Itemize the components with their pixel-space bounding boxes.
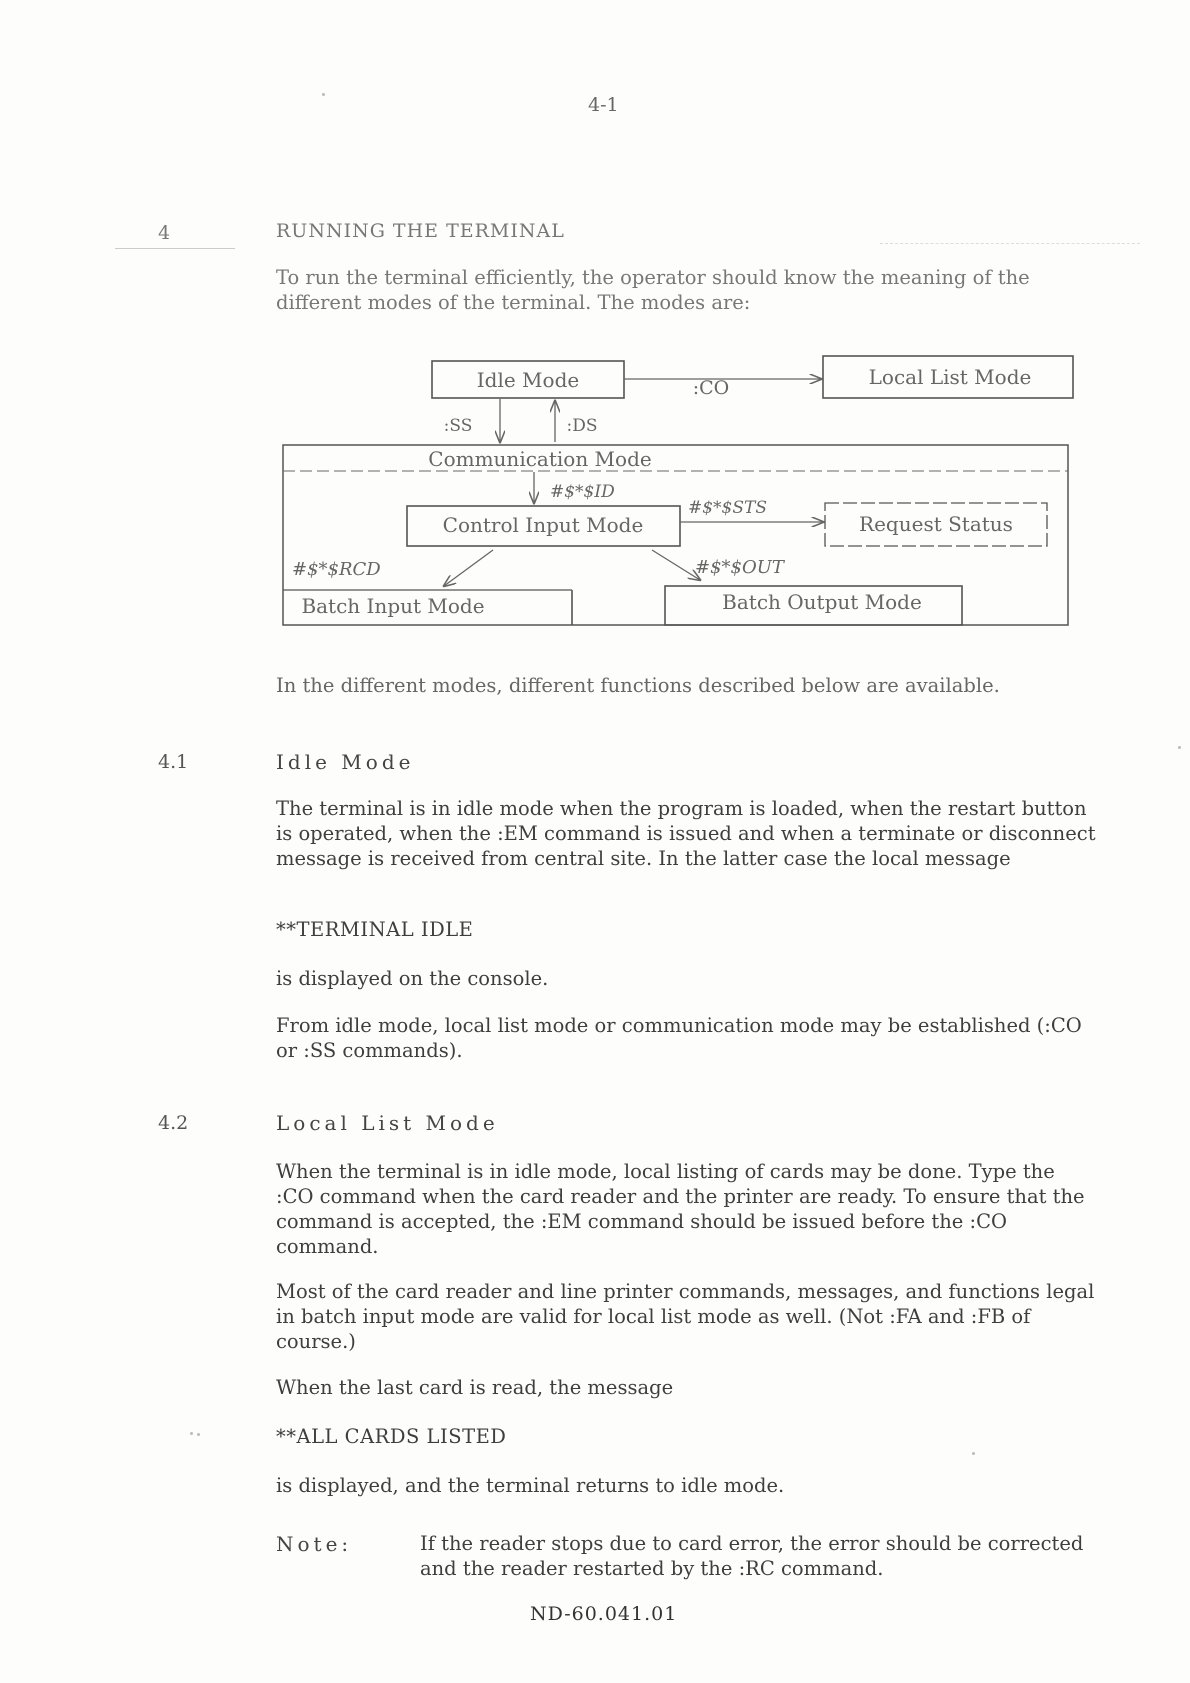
scan-speck [197,1433,200,1436]
document-number-footer: ND-60.041.01 [530,1603,678,1625]
out-arrow [652,550,786,580]
ss-arrow [444,399,500,442]
idle-mode-paragraph-3: From idle mode, local list mode or communication mode may be established (:CO or :SS commands). [276,1014,1082,1062]
section-number-4-2: 4.2 [158,1112,189,1134]
idle-mode-box [432,361,624,398]
chapter-title: RUNNING THE TERMINAL [276,220,565,242]
idle-mode-label: Idle Mode [476,368,580,392]
communication-mode-label: Communication Mode [428,447,652,471]
modes-paragraph: In the different modes, different functions described below are available. [276,674,1000,697]
co-label: :CO [692,377,730,399]
page-number: 4-1 [588,94,619,116]
scan-speck [322,93,325,96]
idle-mode-paragraph-2: is displayed on the console. [276,967,549,990]
local-list-paragraph-2: Most of the card reader and line printer commands, messages, and functions legal in batch input mode are valid for local list mode as well. (Not :FA and :FB of course.) [276,1280,1095,1353]
scan-speck [972,1452,975,1455]
note-label: Note: [276,1532,353,1556]
mode-diagram [0,0,1190,640]
section-number-4-1: 4.1 [158,751,189,773]
batch-output-mode-label: Batch Output Mode [722,590,922,614]
out-label: #$*$OUT [695,557,784,578]
request-status-label: Request Status [859,512,1013,536]
note-text: If the reader stops due to card error, the error should be corrected and the reader restarted by the :RC command. [420,1532,1084,1580]
local-list-paragraph-3: When the last card is read, the message [276,1376,674,1399]
ds-label: :DS [566,416,598,436]
local-list-mode-label: Local List Mode [868,365,1032,389]
batch-input-mode-box [283,590,572,625]
ss-label: :SS [443,416,473,436]
terminal-idle-message: **TERMINAL IDLE [276,918,474,941]
section-title-idle-mode: Idle Mode [276,750,415,774]
chapter-number: 4 [158,222,171,244]
id-label: #$*$ID [550,482,615,502]
all-cards-listed-message: **ALL CARDS LISTED [276,1425,507,1448]
batch-input-mode-label: Batch Input Mode [301,594,485,618]
sts-arrow [680,498,823,522]
batch-output-mode-box [665,586,962,625]
request-status-box [825,503,1047,546]
control-input-mode-box [407,506,680,546]
scan-speck [190,1432,193,1435]
id-arrow [534,472,615,503]
section-title-local-list-mode: Local List Mode [276,1111,499,1135]
ds-arrow [555,401,598,442]
idle-mode-paragraph-1: The terminal is in idle mode when the program is loaded, when the restart button is operated, when the :EM command is issued and when a terminate or disconnect message is received from central site. In the latter case the local message [276,797,1096,870]
local-list-paragraph-4: is displayed, and the terminal returns to idle mode. [276,1474,785,1497]
sts-label: #$*$STS [688,498,768,518]
rcd-arrow [292,550,493,586]
control-input-mode-label: Control Input Mode [442,513,644,537]
rcd-label: #$*$RCD [292,559,381,580]
intro-paragraph: To run the terminal efficiently, the operator should know the meaning of the different modes of the terminal. The modes are: [276,266,1030,314]
local-list-paragraph-1: When the terminal is in idle mode, local listing of cards may be done. Type the :CO command when the card reader and the printer are ready. To ensure that the command is accepted, the :EM command should be issued before the :CO command. [276,1160,1085,1258]
local-list-mode-box [823,356,1073,398]
co-arrow [624,377,821,399]
scan-speck [1178,746,1181,749]
